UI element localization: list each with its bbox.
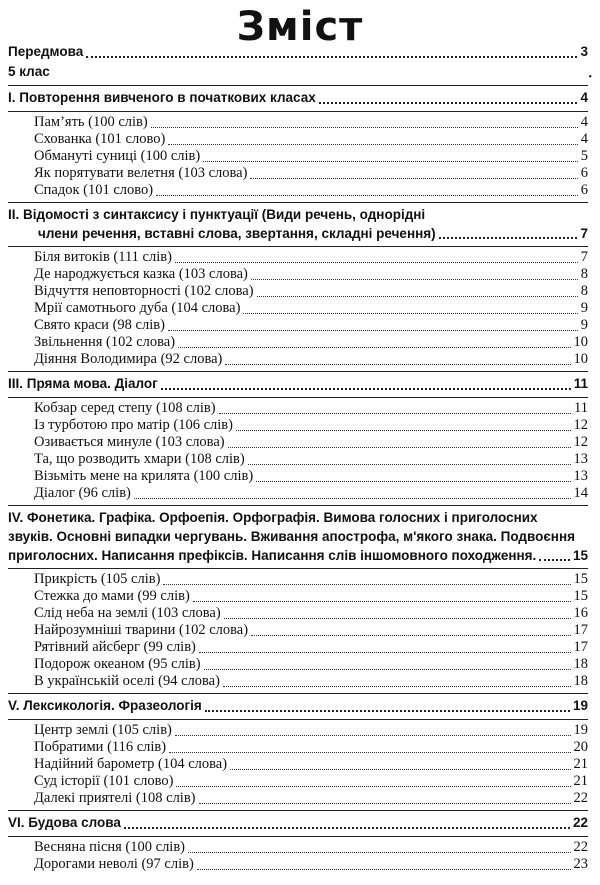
toc-entry-label: Схованка (101 слово) bbox=[34, 131, 166, 147]
toc-entry[interactable] bbox=[8, 656, 588, 673]
dot-leader bbox=[124, 827, 570, 829]
toc-page-number: 14 bbox=[573, 485, 588, 501]
toc-page-number: 9 bbox=[580, 317, 588, 333]
toc-entry-label: Дорогами неволі (97 слів) bbox=[34, 856, 194, 872]
dot-leader bbox=[176, 786, 570, 787]
toc-page-number: 21 bbox=[573, 773, 588, 789]
dot-leader bbox=[250, 178, 577, 179]
divider bbox=[8, 810, 588, 811]
toc-entry-label: Свято краси (98 слів) bbox=[34, 317, 165, 333]
toc-page-number: 18 bbox=[573, 656, 588, 672]
section-title: V. Лексикологія. Фразеологія bbox=[8, 698, 202, 713]
dot-leader bbox=[228, 447, 571, 448]
grade-label: 5 клас bbox=[8, 64, 50, 79]
toc-entry[interactable] bbox=[8, 351, 588, 368]
toc-entry-label: Діяння Володимира (92 слова) bbox=[34, 351, 223, 367]
toc-page-number: 17 bbox=[573, 622, 588, 638]
toc-page-number: 23 bbox=[573, 856, 588, 872]
divider bbox=[8, 719, 588, 720]
dot-leader bbox=[204, 669, 571, 670]
toc-page-number: 22 bbox=[572, 815, 588, 830]
toc-entry-label: Надійний барометр (104 слова) bbox=[34, 756, 228, 772]
decorative-dot: • bbox=[588, 72, 592, 83]
toc-page-number: 19 bbox=[573, 722, 588, 738]
toc-entry-label: Побратими (116 слів) bbox=[34, 739, 167, 755]
toc-entry[interactable] bbox=[8, 588, 588, 605]
toc-page-number: 15 bbox=[573, 588, 588, 604]
toc-entry[interactable] bbox=[8, 334, 588, 351]
toc-page-number: 7 bbox=[580, 226, 588, 241]
toc-entry-label: Де народжується казка (103 слова) bbox=[34, 266, 248, 282]
dot-leader bbox=[168, 330, 578, 331]
toc-page-number: 10 bbox=[573, 351, 588, 367]
toc-page-number: 5 bbox=[580, 148, 588, 164]
toc-page-number: 4 bbox=[580, 90, 588, 105]
toc-entry[interactable] bbox=[8, 571, 588, 588]
toc-page-number: 12 bbox=[573, 417, 588, 433]
toc-entry[interactable] bbox=[8, 673, 588, 690]
dot-leader bbox=[156, 195, 578, 196]
section-title-line: звуків. Основні випадки чергувань. Вживання апострофа, м'якого знака. Подвоєння bbox=[8, 529, 575, 544]
table-of-contents bbox=[8, 42, 588, 873]
section-title-line: приголосних. Написання префіксів. Написання слів іншомовного походження. bbox=[8, 548, 537, 563]
toc-page-number: 21 bbox=[573, 756, 588, 772]
toc-entry-label: Слід неба на землі (103 слова) bbox=[34, 605, 221, 621]
section-heading[interactable] bbox=[8, 813, 588, 833]
toc-page-number: 13 bbox=[573, 468, 588, 484]
dot-leader bbox=[175, 262, 578, 263]
dot-leader bbox=[203, 161, 578, 162]
divider bbox=[8, 246, 588, 247]
toc-page-number: 11 bbox=[574, 400, 588, 416]
dot-leader bbox=[163, 584, 570, 585]
section-title-line: ІІ. Відомості з синтаксису і пунктуації (Види речень, однорідні bbox=[8, 207, 426, 222]
toc-entry[interactable] bbox=[8, 434, 588, 451]
toc-entry-preface[interactable] bbox=[8, 42, 588, 62]
toc-entry[interactable] bbox=[8, 856, 588, 873]
section-heading[interactable] bbox=[8, 88, 588, 108]
toc-entry-label: Прикрість (105 слів) bbox=[34, 571, 161, 587]
toc-page-number: 6 bbox=[580, 165, 588, 181]
dot-leader bbox=[219, 413, 571, 414]
dot-leader bbox=[197, 869, 571, 870]
toc-entry-label: Озивається минуле (103 слова) bbox=[34, 434, 225, 450]
toc-page-number: 4 bbox=[580, 114, 588, 130]
toc-entry-label: Відчуття неповторності (102 слова) bbox=[34, 283, 254, 299]
toc-entry-label: Подорож океаном (95 слів) bbox=[34, 656, 201, 672]
toc-page-number: 12 bbox=[573, 434, 588, 450]
divider bbox=[8, 371, 588, 372]
toc-entry[interactable] bbox=[8, 773, 588, 790]
dot-leader bbox=[178, 347, 570, 348]
toc-entry[interactable] bbox=[8, 639, 588, 656]
toc-entry-label: Спадок (101 слово) bbox=[34, 182, 154, 198]
section-title: VI. Будова слова bbox=[8, 815, 121, 830]
toc-entry-label: Пам’ять (100 слів) bbox=[34, 114, 148, 130]
toc-page-number: 3 bbox=[580, 44, 588, 59]
grade-heading bbox=[8, 62, 588, 82]
toc-entry[interactable] bbox=[8, 266, 588, 283]
dot-leader bbox=[169, 752, 570, 753]
toc-page-number: 7 bbox=[580, 249, 588, 265]
section-title: ІІІ. Пряма мова. Діалог bbox=[8, 376, 158, 391]
toc-page-number: 19 bbox=[572, 698, 588, 713]
toc-entry-label: Суд історії (101 слово) bbox=[34, 773, 174, 789]
section-heading[interactable] bbox=[8, 205, 588, 243]
toc-entry[interactable] bbox=[8, 317, 588, 334]
section-heading[interactable] bbox=[8, 374, 588, 394]
toc-entry-label: Передмова bbox=[8, 44, 84, 59]
toc-entry-label: Весняна пісня (100 слів) bbox=[34, 839, 186, 855]
dot-leader bbox=[168, 144, 577, 145]
section-title: І. Повторення вивченого в початкових класах bbox=[8, 90, 316, 105]
toc-page-number: 22 bbox=[573, 839, 588, 855]
divider bbox=[8, 202, 588, 203]
dot-leader bbox=[161, 388, 571, 390]
toc-page-number: 20 bbox=[573, 739, 588, 755]
divider bbox=[8, 111, 588, 112]
toc-entry[interactable] bbox=[8, 283, 588, 300]
toc-entry[interactable] bbox=[8, 739, 588, 756]
toc-entry-label: Як порятувати велетня (103 слова) bbox=[34, 165, 248, 181]
toc-page-number: 16 bbox=[573, 605, 588, 621]
toc-entry[interactable] bbox=[8, 148, 588, 165]
toc-entry[interactable] bbox=[8, 839, 588, 856]
toc-entry[interactable] bbox=[8, 468, 588, 485]
dot-leader bbox=[175, 735, 571, 736]
dot-leader bbox=[225, 364, 570, 365]
toc-entry[interactable] bbox=[8, 417, 588, 434]
dot-leader bbox=[539, 559, 570, 561]
toc-entry-label: Діалог (96 слів) bbox=[34, 485, 131, 501]
toc-entry[interactable] bbox=[8, 182, 588, 199]
dot-leader bbox=[319, 102, 578, 104]
dot-leader bbox=[230, 769, 570, 770]
dot-leader bbox=[86, 56, 577, 58]
toc-page-number: 4 bbox=[580, 131, 588, 147]
toc-entry-label: Рятівний айсберг (99 слів) bbox=[34, 639, 196, 655]
toc-page-number: 18 bbox=[573, 673, 588, 689]
dot-leader bbox=[205, 710, 570, 712]
dot-leader bbox=[439, 237, 578, 239]
toc-entry-label: Стежка до мами (99 слів) bbox=[34, 588, 190, 604]
dot-leader bbox=[256, 481, 570, 482]
dot-leader bbox=[223, 686, 571, 687]
toc-entry-label: Обмануті суниці (100 слів) bbox=[34, 148, 201, 164]
toc-entry-label: Далекі приятелі (108 слів) bbox=[34, 790, 196, 806]
dot-leader bbox=[151, 127, 578, 128]
dot-leader bbox=[224, 618, 571, 619]
toc-entry-label: Центр землі (105 слів) bbox=[34, 722, 172, 738]
dot-leader bbox=[243, 313, 577, 314]
section-heading[interactable] bbox=[8, 508, 588, 565]
divider bbox=[8, 85, 588, 86]
toc-page-number: 15 bbox=[573, 571, 588, 587]
toc-entry[interactable] bbox=[8, 605, 588, 622]
toc-entry[interactable] bbox=[8, 400, 588, 417]
dot-leader bbox=[251, 635, 570, 636]
toc-entry[interactable] bbox=[8, 622, 588, 639]
divider bbox=[8, 693, 588, 694]
toc-page-number: 10 bbox=[573, 334, 588, 350]
toc-entry-label: В українській оселі (94 слова) bbox=[34, 673, 220, 689]
toc-page-number: 9 bbox=[580, 300, 588, 316]
toc-entry-label: Із турботою про матір (106 слів) bbox=[34, 417, 233, 433]
section-title-line: члени речення, вставні слова, звертання, складні речення) bbox=[38, 226, 436, 241]
dot-leader bbox=[188, 852, 570, 853]
toc-entry-label: Звільнення (102 слова) bbox=[34, 334, 176, 350]
toc-entry-label: Біля витоків (111 слів) bbox=[34, 249, 172, 265]
section-title-line: IV. Фонетика. Графіка. Орфоепія. Орфографія. Вимова голосних і приголосних bbox=[8, 510, 538, 525]
toc-entry[interactable] bbox=[8, 114, 588, 131]
divider bbox=[8, 397, 588, 398]
section-heading[interactable] bbox=[8, 696, 588, 716]
toc-page-number: 8 bbox=[580, 266, 588, 282]
toc-entry-label: Кобзар серед степу (108 слів) bbox=[34, 400, 216, 416]
toc-entry[interactable] bbox=[8, 722, 588, 739]
toc-entry[interactable] bbox=[8, 300, 588, 317]
dot-leader bbox=[251, 279, 578, 280]
dot-leader bbox=[248, 464, 571, 465]
toc-entry[interactable] bbox=[8, 131, 588, 148]
toc-entry[interactable] bbox=[8, 165, 588, 182]
dot-leader bbox=[134, 498, 571, 499]
toc-entry[interactable] bbox=[8, 790, 588, 807]
dot-leader bbox=[199, 652, 571, 653]
toc-page-number: 11 bbox=[573, 376, 588, 391]
dot-leader bbox=[199, 803, 571, 804]
toc-page-number: 6 bbox=[580, 182, 588, 198]
divider bbox=[8, 505, 588, 506]
toc-entry[interactable] bbox=[8, 249, 588, 266]
toc-entry-label: Та, що розводить хмари (108 слів) bbox=[34, 451, 245, 467]
toc-page-number: 17 bbox=[573, 639, 588, 655]
sections-container bbox=[8, 88, 588, 873]
dot-leader bbox=[236, 430, 571, 431]
dot-leader bbox=[193, 601, 571, 602]
page-title: Зміст bbox=[236, 4, 364, 50]
divider bbox=[8, 568, 588, 569]
toc-entry[interactable] bbox=[8, 485, 588, 502]
toc-entry[interactable] bbox=[8, 756, 588, 773]
toc-page-number: 13 bbox=[573, 451, 588, 467]
toc-entry-label: Візьміть мене на крилята (100 слів) bbox=[34, 468, 254, 484]
dot-leader bbox=[257, 296, 578, 297]
toc-page-number: 8 bbox=[580, 283, 588, 299]
toc-entry[interactable] bbox=[8, 451, 588, 468]
toc-entry-label: Мрії самотнього дуба (104 слова) bbox=[34, 300, 241, 316]
toc-page-number: 15 bbox=[572, 548, 588, 563]
toc-page-number: 22 bbox=[573, 790, 588, 806]
divider bbox=[8, 836, 588, 837]
toc-entry-label: Найрозумніші тварини (102 слова) bbox=[34, 622, 249, 638]
